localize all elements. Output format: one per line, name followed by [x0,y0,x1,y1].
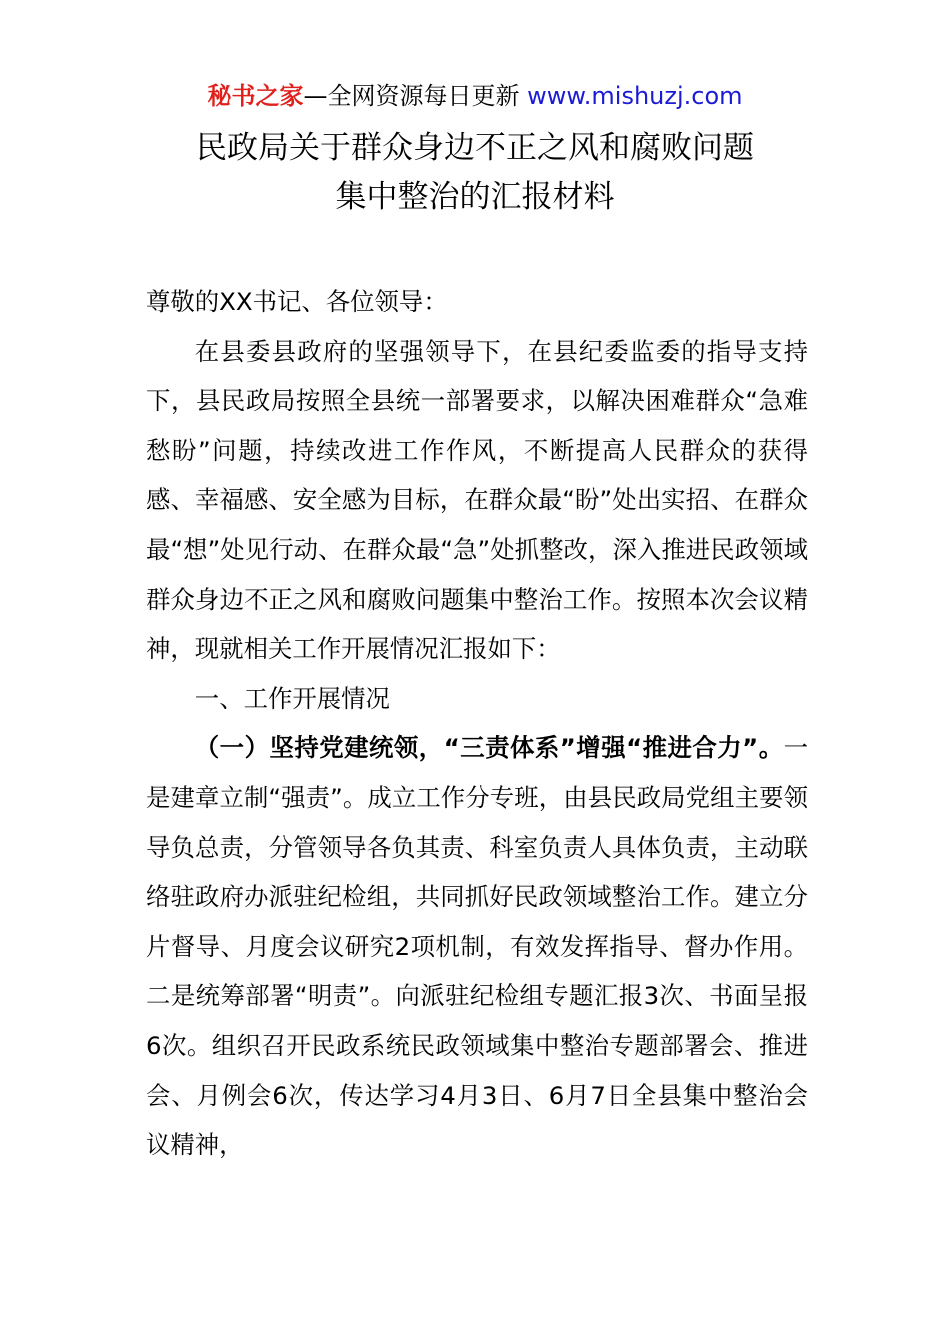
watermark-banner [0,80,950,112]
document-title-line-1: 民政局关于群众身边不正之风和腐败问题 [196,130,754,166]
site-url-link[interactable]: www.mishuzj.com [527,82,743,110]
subsection-text: 一是建章立制“强责”。成立工作分专班，由县民政局党组主要领导负总责，分管领导各负其责、科室负责人具体负责，主动联络驻政府办派驻纪检组，共同抓好民政领域整治工作。建立分片督导、月度会议研究2项机制，有效发挥指导、督办作用。二是统筹部署“明责”。向派驻纪检组专题汇报3次、书面呈报6次。组织召开民政系统民政领域集中整治专题部署会、推进会、月例会6次，传达学习4月3日、6月7日全县集中整治会议精神， [146,733,808,1160]
salutation: 尊敬的XX书记、各位领导： [146,287,448,316]
subsection-heading: （一）坚持党建统领，“三责体系”增强“推进合力”。 [194,733,784,763]
subsection-paragraph [146,723,808,1169]
brand-name: 秘书之家 [207,82,304,110]
intro-paragraph: 在县委县政府的坚强领导下，在县纪委监委的指导支持下，县民政局按照全县统一部署要求，以解决困难群众“急难愁盼”问题，持续改进工作作风，不断提高人民群众的获得感、幸福感、安全感为目标，在群众最“盼”处出实招、在群众最“想”处见行动、在群众最“急”处抓整改，深入推进民政领域群众身边不正之风和腐败问题集中整治工作。按照本次会议精神，现就相关工作开展情况汇报如下： [146,336,808,664]
section-heading: 一、工作开展情况 [194,683,390,713]
banner-tagline: —全网资源每日更新 [303,82,520,110]
document-title-line-2: 集中整治的汇报材料 [335,179,615,215]
document-body [146,277,808,1170]
